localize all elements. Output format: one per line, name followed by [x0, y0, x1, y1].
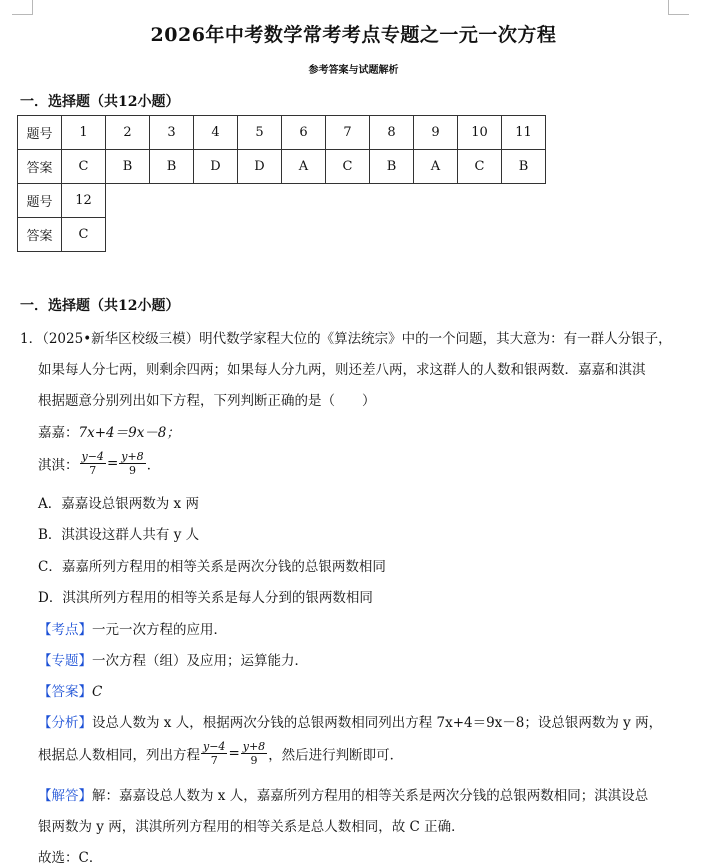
table-row-numbers	[18, 116, 546, 150]
table-cell: 8	[370, 116, 414, 150]
page-corner-mark-left	[12, 0, 33, 15]
jieda-line: 【解答】解：嘉嘉设总人数为 x 人，嘉嘉所列方程用的相等关系是两次分钱的总银两数相同；淇淇设总	[38, 788, 649, 804]
table-cell: 1	[62, 116, 106, 150]
jiajia-equation-text: 7x+4＝9x－8；	[78, 425, 180, 441]
table-cell: C	[458, 150, 502, 184]
table-row-numbers-2	[18, 184, 546, 218]
fraction: $\frac{y+8}{9}$	[242, 740, 266, 767]
table-cell: 9	[414, 116, 458, 150]
jieda-line-2: 银两数为 y 两，淇淇所列方程用的相等关系是总人数相同，故 C 正确．	[38, 819, 465, 835]
fenxi-line: 【分析】设总人数为 x 人，根据两次分钱的总银两数相同列出方程 7x+4＝9x－8；设总银两数为 y 两，	[38, 715, 663, 731]
table-cell: B	[370, 150, 414, 184]
table-cell: 6	[282, 116, 326, 150]
answer-table	[17, 115, 546, 252]
table-cell: 10	[458, 116, 502, 150]
option-c: C．嘉嘉所列方程用的相等关系是两次分钱的总银两数相同	[38, 559, 386, 575]
table-header-cell: 题号	[18, 184, 62, 218]
question-line-3: 根据题意分别列出如下方程，下列判断正确的是（ ）	[38, 393, 376, 409]
qiqi-equation: 淇淇： $\frac{y-4}{7}$ = $\frac{y+8}{9}$ ．	[38, 450, 161, 477]
table-cell: 3	[150, 116, 194, 150]
daan-tag: 【答案】	[38, 684, 92, 700]
table-cell: 12	[62, 184, 106, 218]
table-header-cell: 答案	[18, 218, 62, 252]
daan-line: 【答案】C	[38, 684, 103, 700]
jieda-tag: 【解答】	[38, 788, 92, 804]
table-cell: D	[194, 150, 238, 184]
table-cell: B	[106, 150, 150, 184]
table-cell: B	[150, 150, 194, 184]
fenxi-line-2: 根据总人数相同，列出方程 $\frac{y-4}{7}$ = $\frac{y+8}{9}$ ，然后进行判断即可．	[38, 740, 404, 767]
section-heading-answers: 一．选择题（共12小题）	[20, 94, 180, 110]
option-a: A．嘉嘉设总银两数为 x 两	[38, 496, 199, 512]
table-cell: B	[502, 150, 546, 184]
document-subtitle: 参考答案与试题解析	[308, 65, 399, 76]
option-b: B．淇淇设这群人共有 y 人	[38, 527, 200, 543]
table-cell: 2	[106, 116, 150, 150]
fraction: $\frac{y+8}{9}$	[121, 450, 144, 477]
table-cell: D	[238, 150, 282, 184]
question-line-1: 1．（2025•新华区校级三模）明代数学家程大位的《算法统宗》中的一个问题，其大意为：有一群人分银子，	[20, 331, 672, 347]
jiajia-equation	[38, 421, 180, 441]
kaodian-tag: 【考点】	[38, 622, 92, 638]
table-cell: A	[282, 150, 326, 184]
document-title: 2026年中考数学常考考点专题之一元一次方程	[150, 24, 557, 46]
guxuan-line: 故选：C．	[38, 850, 103, 866]
table-cell: C	[326, 150, 370, 184]
section-heading-questions: 一．选择题（共12小题）	[20, 298, 180, 314]
table-cell: 11	[502, 116, 546, 150]
table-row-answers-2	[18, 218, 546, 252]
page-corner-mark-right	[668, 0, 689, 15]
table-cell: C	[62, 150, 106, 184]
table-header-cell: 题号	[18, 116, 62, 150]
table-cell: A	[414, 150, 458, 184]
fraction: $\frac{y-4}{7}$	[81, 450, 104, 477]
question-line-2: 如果每人分七两，则剩余四两；如果每人分九两，则还差八两，求这群人的人数和银两数．嘉嘉和淇淇	[38, 362, 646, 378]
option-d: D．淇淇所列方程用的相等关系是每人分到的银两数相同	[38, 590, 373, 606]
table-cell: 5	[238, 116, 282, 150]
kaodian-line: 【考点】一元一次方程的应用．	[38, 622, 227, 638]
jiajia-label: 嘉嘉：	[38, 425, 79, 441]
table-cell: C	[62, 218, 106, 252]
table-header-cell: 答案	[18, 150, 62, 184]
zhuanti-tag: 【专题】	[38, 653, 92, 669]
table-cell: 7	[326, 116, 370, 150]
fenxi-tag: 【分析】	[38, 715, 92, 731]
zhuanti-line: 【专题】一次方程（组）及应用；运算能力．	[38, 653, 308, 669]
table-cell: 4	[194, 116, 238, 150]
qiqi-label: 淇淇：	[38, 457, 79, 474]
fraction: $\frac{y-4}{7}$	[203, 740, 226, 767]
table-row-answers	[18, 150, 546, 184]
